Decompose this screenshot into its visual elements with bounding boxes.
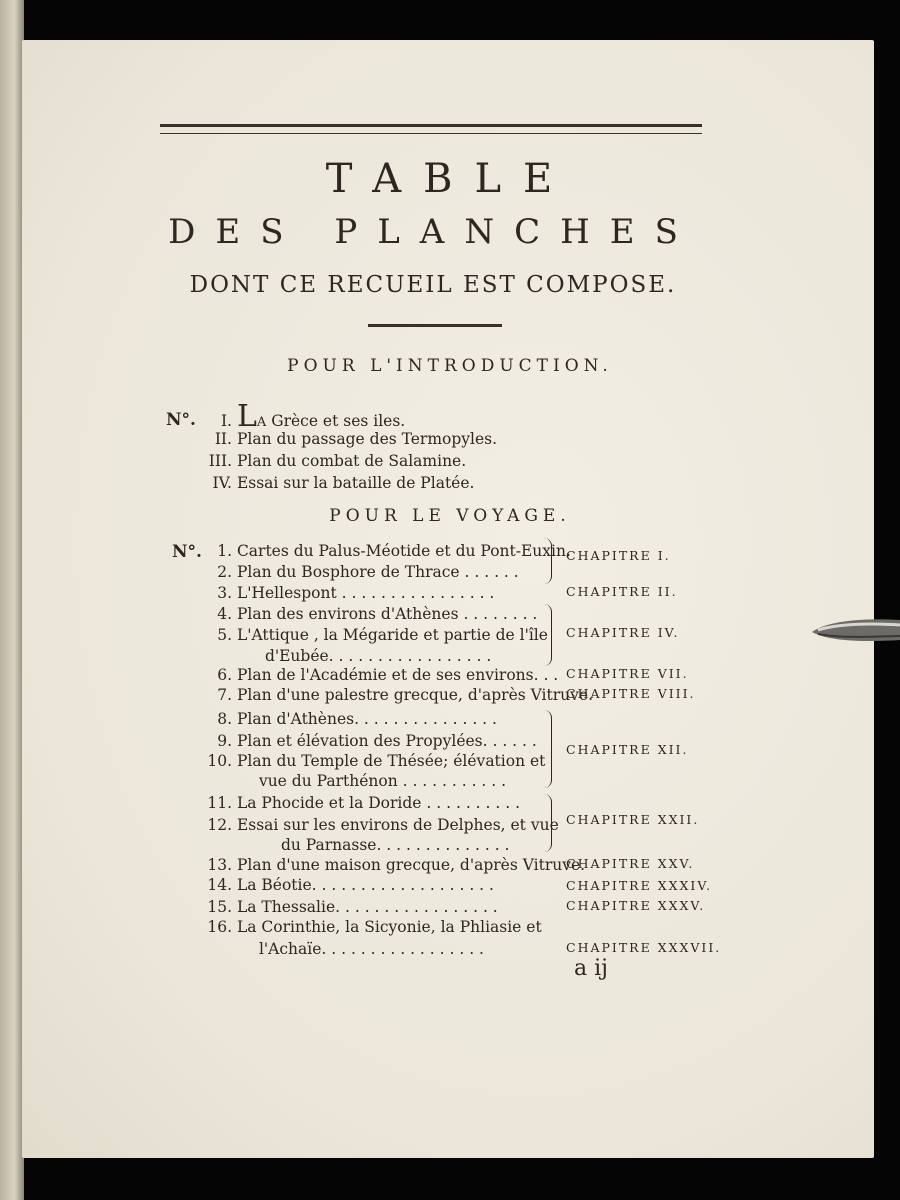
voyage-item-text: Plan et élévation des Propylées. . . . . . xyxy=(236,732,537,750)
voyage-item-num: 3. xyxy=(217,584,232,602)
chapter-ref: CHAPITRE XXXV. xyxy=(566,898,706,913)
signature-mark: a ij xyxy=(574,956,608,981)
voyage-item-num: 11. xyxy=(207,794,232,812)
brace xyxy=(542,710,552,788)
voyage-item-text: d'Eubée. . . . . . . . . . . . . . . . . xyxy=(264,647,492,665)
voyage-item-text: Cartes du Palus-Méotide et du Pont-Euxin. xyxy=(236,542,571,560)
voyage-item-text: La Thessalie. . . . . . . . . . . . . . . . . xyxy=(236,898,498,916)
voyage-item-text: La Corinthie, la Sicyonie, la Phliasie et xyxy=(236,918,542,936)
separator-rule xyxy=(368,324,502,327)
intro-no-label: N°. xyxy=(166,410,196,430)
intro-item xyxy=(200,474,474,492)
voyage-item xyxy=(196,710,497,728)
voyage-item-num: 8. xyxy=(217,710,232,728)
voyage-item-text: Plan de l'Académie et de ses environs. . . xyxy=(236,666,559,684)
page-subtitle-2: DONT CE RECUEIL EST COMPOSE. xyxy=(189,272,677,298)
intro-item-text: Plan du combat de Salamine. xyxy=(236,452,467,470)
voyage-item xyxy=(196,876,494,894)
voyage-item xyxy=(196,626,548,644)
voyage-item-text: Plan d'Athènes. . . . . . . . . . . . . . . xyxy=(236,710,497,728)
intro-item-num: III. xyxy=(208,452,232,470)
voyage-item-num: 5. xyxy=(217,626,232,644)
voyage-item xyxy=(196,563,519,581)
voyage-item xyxy=(196,686,593,704)
intro-item-text: Grèce et ses iles. xyxy=(271,412,406,430)
voyage-item xyxy=(196,666,558,684)
voyage-item-text: Plan d'une palestre grecque, d'après Vitruve. xyxy=(236,686,593,704)
voyage-item xyxy=(196,898,498,916)
voyage-item-num: 12. xyxy=(207,816,232,834)
chapter-ref: CHAPITRE XXII. xyxy=(566,812,700,827)
voyage-item-text: l'Achaïe. . . . . . . . . . . . . . . . . xyxy=(258,940,484,958)
page-holder-clip xyxy=(808,612,900,646)
brace xyxy=(542,604,552,666)
voyage-item-num: 14. xyxy=(207,876,232,894)
voyage-item-num: 10. xyxy=(207,752,232,770)
chapter-ref: CHAPITRE VII. xyxy=(566,666,689,681)
chapter-ref: CHAPITRE XII. xyxy=(566,742,689,757)
intro-initial-small: A xyxy=(256,415,267,430)
chapter-ref: CHAPITRE II. xyxy=(566,584,678,599)
voyage-item-num: 4. xyxy=(217,605,232,623)
voyage-item-text: du Parnasse. . . . . . . . . . . . . . xyxy=(280,836,510,854)
voyage-item-text: vue du Parthénon . . . . . . . . . . . xyxy=(258,772,507,790)
voyage-item-text: Plan d'une maison grecque, d'après Vitruve. xyxy=(236,856,586,874)
voyage-item-text: La Béotie. . . . . . . . . . . . . . . . . . . xyxy=(236,876,494,894)
voyage-no-label: N°. xyxy=(172,542,202,562)
brace xyxy=(542,538,552,584)
voyage-item xyxy=(196,605,537,623)
intro-item-num: I. xyxy=(220,412,232,430)
chapter-ref: CHAPITRE XXV. xyxy=(566,856,695,871)
chapter-ref: CHAPITRE I. xyxy=(566,548,671,563)
voyage-item-num: 6. xyxy=(217,666,232,684)
voyage-heading: POUR LE VOYAGE. xyxy=(329,506,571,526)
intro-item-text: Essai sur la bataille de Platée. xyxy=(236,474,475,492)
voyage-item-text: Plan du Temple de Thésée; élévation et xyxy=(236,752,546,770)
voyage-item-text: Plan des environs d'Athènes . . . . . . . . xyxy=(236,605,538,623)
voyage-item xyxy=(196,732,537,750)
voyage-item-text: Plan du Bosphore de Thrace . . . . . . xyxy=(236,563,519,581)
voyage-item xyxy=(196,752,545,770)
brace xyxy=(542,794,552,852)
chapter-ref: CHAPITRE VIII. xyxy=(566,686,696,701)
voyage-item-text: La Phocide et la Doride . . . . . . . . . . xyxy=(236,794,521,812)
chapter-ref: CHAPITRE XXXVII. xyxy=(566,940,722,955)
voyage-item xyxy=(196,836,510,854)
voyage-item xyxy=(196,940,484,958)
voyage-item xyxy=(196,584,494,602)
voyage-item xyxy=(196,794,520,812)
voyage-item xyxy=(196,856,585,874)
page-title: TABLE xyxy=(325,156,575,202)
voyage-item xyxy=(196,918,542,936)
voyage-item-text: L'Attique , la Mégaride et partie de l'île xyxy=(236,626,548,644)
chapter-ref: CHAPITRE XXXIV. xyxy=(566,878,713,893)
intro-item xyxy=(200,452,466,470)
intro-item-num: II. xyxy=(214,430,232,448)
voyage-item-num: 2. xyxy=(217,563,232,581)
voyage-item-num: 9. xyxy=(217,732,232,750)
intro-item-num: IV. xyxy=(212,474,232,492)
page-subtitle: DES PLANCHES xyxy=(168,212,698,252)
voyage-item xyxy=(196,647,491,665)
intro-heading: POUR L'INTRODUCTION. xyxy=(287,356,613,376)
voyage-item-num: 15. xyxy=(207,898,232,916)
chapter-ref: CHAPITRE IV. xyxy=(566,625,680,640)
intro-item xyxy=(200,399,406,434)
voyage-item-num: 16. xyxy=(207,918,232,936)
voyage-item-num: 13. xyxy=(207,856,232,874)
voyage-item-num: 7. xyxy=(217,686,232,704)
voyage-item-num: 1. xyxy=(217,542,232,560)
voyage-item xyxy=(196,772,506,790)
intro-item xyxy=(200,430,497,448)
intro-initial-big: L xyxy=(236,399,257,434)
voyage-item xyxy=(196,542,571,560)
voyage-item xyxy=(196,816,559,834)
voyage-item-text: Essai sur les environs de Delphes, et vue xyxy=(236,816,559,834)
intro-item-text: Plan du passage des Termopyles. xyxy=(236,430,498,448)
top-double-rule xyxy=(160,124,702,134)
voyage-item-text: L'Hellespont . . . . . . . . . . . . . . . . xyxy=(236,584,495,602)
